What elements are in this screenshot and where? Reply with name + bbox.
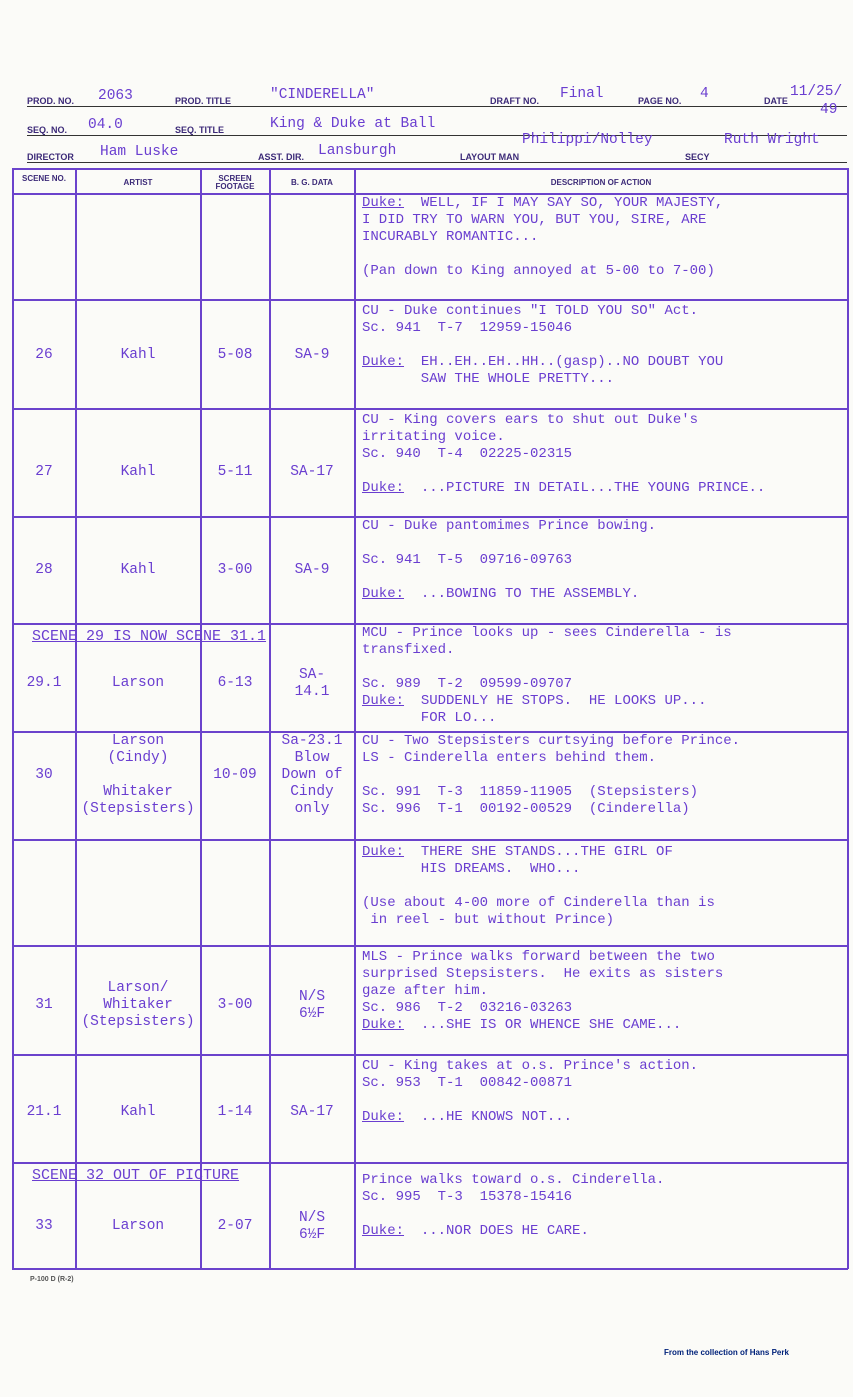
page-no: 4 xyxy=(700,86,709,102)
description-line xyxy=(362,693,847,710)
description-line: SAW THE WHOLE PRETTY... xyxy=(362,371,615,387)
layout-man-label: LAYOUT MAN xyxy=(460,152,520,162)
screen-footage: 2-07 xyxy=(217,1218,253,1234)
description-line: Sc. 986 T-2 03216-03263 xyxy=(362,1000,573,1016)
description-line: CU - King takes at o.s. Prince's action. xyxy=(362,1058,699,1074)
speaker-label: Duke: xyxy=(362,1109,405,1125)
description-line: MCU - Prince looks up - sees Cinderella - is xyxy=(362,625,732,641)
description xyxy=(362,625,847,727)
artist: Kahl xyxy=(120,464,156,480)
secy: Ruth Wright xyxy=(724,132,820,148)
dialogue-text: ...SHE IS OR WHENCE SHE CAME... xyxy=(404,1017,682,1033)
description-line: LS - Cinderella enters behind them. xyxy=(362,750,657,766)
description-line: CU - King covers ears to shut out Duke's xyxy=(362,412,699,428)
description-line: gaze after him. xyxy=(362,983,489,999)
description-line xyxy=(362,1092,847,1109)
speaker-label: Duke: xyxy=(362,195,405,211)
seq-no: 04.0 xyxy=(88,117,123,133)
description xyxy=(362,733,847,818)
description-line: Sc. 989 T-2 09599-09707 xyxy=(362,676,573,692)
description-line xyxy=(362,535,847,552)
description-line xyxy=(362,1017,847,1034)
description xyxy=(362,844,847,929)
artist: Larson xyxy=(111,1218,165,1234)
scene-number: 31 xyxy=(35,997,53,1013)
collection-credit: From the collection of Hans Perk xyxy=(664,1348,789,1357)
description xyxy=(362,303,847,388)
dialogue-text: ...BOWING TO THE ASSEMBLY. xyxy=(404,586,640,602)
description-line: INCURABLY ROMANTIC... xyxy=(362,229,539,245)
bg-data: SA-9 xyxy=(294,347,330,363)
seq-title: King & Duke at Ball xyxy=(270,116,436,132)
prod-title: "CINDERELLA" xyxy=(270,87,375,103)
speaker-label: Duke: xyxy=(362,844,405,860)
col-bg-data: B. G. DATA xyxy=(291,178,333,187)
form-code: P-100 D (R-2) xyxy=(30,1276,74,1283)
dialogue-text: SUDDENLY HE STOPS. HE LOOKS UP... xyxy=(404,693,707,709)
description-line xyxy=(362,1223,847,1240)
speaker-label: Duke: xyxy=(362,586,405,602)
description-line xyxy=(362,1109,847,1126)
screen-footage: 5-08 xyxy=(217,347,253,363)
dialogue-text: ...PICTURE IN DETAIL...THE YOUNG PRINCE.. xyxy=(404,480,766,496)
col-screen-footage: SCREEN FOOTAGE xyxy=(215,174,255,191)
speaker-label: Duke: xyxy=(362,1017,405,1033)
description-line: Prince walks toward o.s. Cinderella. xyxy=(362,1172,665,1188)
draft-no-label: DRAFT NO. xyxy=(490,96,539,106)
description-line xyxy=(362,354,847,371)
description-line: CU - Duke continues "I TOLD YOU SO" Act. xyxy=(362,303,699,319)
bg-data: N/S 6½F xyxy=(298,1209,326,1243)
artist: Kahl xyxy=(120,347,156,363)
description xyxy=(362,949,847,1034)
dialogue-text: THERE SHE STANDS...THE GIRL OF xyxy=(404,844,673,860)
description-line xyxy=(362,337,847,354)
description-line xyxy=(362,659,847,676)
description-line: MLS - Prince walks forward between the two xyxy=(362,949,715,965)
screen-footage: 5-11 xyxy=(217,464,253,480)
description-line xyxy=(362,586,847,603)
description-line: Sc. 991 T-3 11859-11905 (Stepsisters) xyxy=(362,784,699,800)
prod-title-label: PROD. TITLE xyxy=(175,96,231,106)
description-line: (Pan down to King annoyed at 5-00 to 7-00) xyxy=(362,263,715,279)
description-line: Sc. 995 T-3 15378-15416 xyxy=(362,1189,573,1205)
prod-no-label: PROD. NO. xyxy=(27,96,75,106)
screen-footage: 6-13 xyxy=(217,675,253,691)
description-line xyxy=(362,844,847,861)
asst-dir: Lansburgh xyxy=(318,143,397,159)
artist: Larson (Cindy) Whitaker (Stepsisters) xyxy=(81,733,195,817)
description-line: FOR LO... xyxy=(362,710,497,726)
scene-number: 28 xyxy=(35,562,53,578)
description-line: (Use about 4-00 more of Cinderella than is xyxy=(362,895,715,911)
scene-number: 29.1 xyxy=(26,675,62,691)
description-line: CU - Two Stepsisters curtsying before Prince. xyxy=(362,733,741,749)
seq-no-label: SEQ. NO. xyxy=(27,125,68,135)
dialogue-text: ...NOR DOES HE CARE. xyxy=(404,1223,589,1239)
description-line xyxy=(362,878,847,895)
description-line xyxy=(362,246,847,263)
prod-no: 2063 xyxy=(98,88,133,104)
artist: Larson/ Whitaker (Stepsisters) xyxy=(81,980,195,1030)
speaker-label: Duke: xyxy=(362,354,405,370)
col-description: DESCRIPTION OF ACTION xyxy=(550,178,652,187)
col-artist: ARTIST xyxy=(123,178,153,187)
description-line: CU - Duke pantomimes Prince bowing. xyxy=(362,518,657,534)
description-line: Sc. 941 T-5 09716-09763 xyxy=(362,552,573,568)
description-line: Sc. 953 T-1 00842-00871 xyxy=(362,1075,573,1091)
date-year: 49 xyxy=(820,102,838,118)
date-label: DATE xyxy=(764,96,788,106)
artist: Larson xyxy=(111,675,165,691)
description-line: irritating voice. xyxy=(362,429,505,445)
scene-number: 33 xyxy=(35,1218,53,1234)
layout-man: Philippi/Nolley xyxy=(522,132,653,148)
description-line: HIS DREAMS. WHO... xyxy=(362,861,581,877)
draft-no: Final xyxy=(560,86,604,102)
description-line: in reel - but without Prince) xyxy=(362,912,615,928)
description-line: transfixed. xyxy=(362,642,455,658)
col-scene-no: SCENE NO. xyxy=(21,174,66,183)
bg-data: N/S 6½F xyxy=(298,988,326,1022)
screen-footage: 10-09 xyxy=(213,767,257,783)
scene-number: 30 xyxy=(35,767,53,783)
description-line xyxy=(362,767,847,784)
description xyxy=(362,412,847,497)
scene-note: SCENE 29 IS NOW SCENE 31.1 xyxy=(32,628,267,645)
director-label: DIRECTOR xyxy=(27,152,74,162)
description xyxy=(362,1058,847,1126)
bg-data: Sa-23.1 Blow Down of Cindy only xyxy=(281,733,343,817)
description-line: Sc. 996 T-1 00192-00529 (Cinderella) xyxy=(362,801,690,817)
page-no-label: PAGE NO. xyxy=(638,96,682,106)
description xyxy=(362,195,847,280)
secy-label: SECY xyxy=(685,152,710,162)
description-line: surprised Stepsisters. He exits as sisters xyxy=(362,966,724,982)
dialogue-text: EH..EH..EH..HH..(gasp)..NO DOUBT YOU xyxy=(404,354,724,370)
scene-note: SCENE 32 OUT OF PICTURE xyxy=(32,1167,240,1184)
description-line xyxy=(362,480,847,497)
dialogue-text: ...HE KNOWS NOT... xyxy=(404,1109,573,1125)
scene-number: 21.1 xyxy=(26,1104,62,1120)
description-line xyxy=(362,569,847,586)
date: 11/25/ xyxy=(790,84,843,100)
description-line xyxy=(362,463,847,480)
screen-footage: 3-00 xyxy=(217,997,253,1013)
description-line xyxy=(362,195,847,212)
speaker-label: Duke: xyxy=(362,1223,405,1239)
artist: Kahl xyxy=(120,562,156,578)
bg-data: SA-17 xyxy=(290,464,334,480)
description-line xyxy=(362,1206,847,1223)
description-line: I DID TRY TO WARN YOU, BUT YOU, SIRE, ARE xyxy=(362,212,707,228)
bg-data: SA-9 xyxy=(294,562,330,578)
artist: Kahl xyxy=(120,1104,156,1120)
description xyxy=(362,518,847,603)
description-line: Sc. 941 T-7 12959-15046 xyxy=(362,320,573,336)
asst-dir-label: ASST. DIR. xyxy=(258,152,305,162)
scene-number: 27 xyxy=(35,464,53,480)
speaker-label: Duke: xyxy=(362,480,405,496)
description-line: Sc. 940 T-4 02225-02315 xyxy=(362,446,573,462)
bg-data: SA- 14.1 xyxy=(294,666,330,700)
dialogue-text: WELL, IF I MAY SAY SO, YOUR MAJESTY, xyxy=(404,195,724,211)
director: Ham Luske xyxy=(100,144,179,160)
screen-footage: 1-14 xyxy=(217,1104,253,1120)
bg-data: SA-17 xyxy=(290,1104,334,1120)
seq-title-label: SEQ. TITLE xyxy=(175,125,225,135)
scene-number: 26 xyxy=(35,347,53,363)
speaker-label: Duke: xyxy=(362,693,405,709)
screen-footage: 3-00 xyxy=(217,562,253,578)
description xyxy=(362,1172,847,1240)
